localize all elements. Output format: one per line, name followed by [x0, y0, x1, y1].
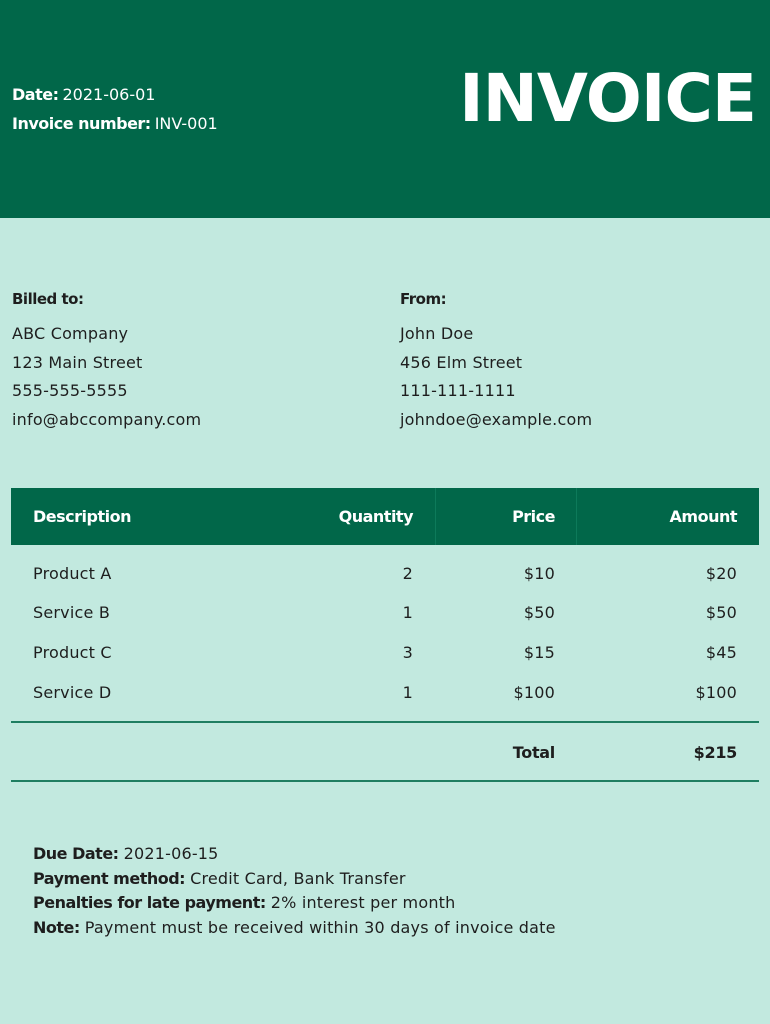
note-label: Note:	[33, 917, 80, 937]
row-description: Service B	[33, 603, 110, 622]
row-description: Service D	[33, 683, 112, 702]
date-value: 2021-06-01	[62, 85, 156, 104]
due-date-line	[33, 842, 753, 867]
payment-method-value: Credit Card, Bank Transfer	[190, 868, 406, 888]
table-row	[11, 554, 759, 594]
column-divider	[576, 488, 577, 545]
invoice-number	[12, 114, 218, 133]
table-row	[11, 633, 759, 673]
billed-to-company: ABC Company	[12, 324, 129, 343]
row-amount: $100	[695, 683, 737, 702]
row-description: Product C	[33, 643, 112, 662]
row-amount: $50	[705, 603, 737, 622]
row-description: Product A	[33, 564, 112, 583]
total-value: $215	[693, 743, 737, 762]
from-street: 456 Elm Street	[400, 352, 523, 372]
invoice-date	[12, 85, 155, 104]
late-penalty-value: 2% interest per month	[270, 893, 456, 912]
from-email: johndoe@example.com	[400, 409, 593, 429]
invoice-number-label: Invoice number:	[12, 114, 151, 133]
total-label: Total	[512, 743, 555, 762]
late-penalty-line	[33, 891, 753, 916]
column-header-quantity: Quantity	[338, 507, 413, 526]
invoice-header	[0, 0, 770, 218]
column-divider	[435, 488, 436, 545]
column-header-amount: Amount	[669, 507, 737, 526]
row-amount: $20	[705, 564, 737, 583]
billed-to-heading: Billed to:	[12, 290, 84, 308]
column-header-description: Description	[33, 507, 131, 526]
due-date-value: 2021-06-15	[123, 844, 219, 863]
billed-to-street: 123 Main Street	[12, 352, 143, 372]
row-quantity: 3	[402, 643, 413, 662]
table-divider-top	[11, 721, 759, 723]
from-block	[400, 290, 740, 434]
invoice-number-value: INV-001	[154, 114, 218, 133]
payment-terms	[33, 842, 753, 940]
billed-to-email: info@abccompany.com	[12, 409, 202, 429]
table-row	[11, 593, 759, 633]
late-penalty-label: Penalties for late payment:	[33, 893, 266, 912]
row-amount: $45	[705, 643, 737, 662]
row-price: $50	[523, 603, 555, 622]
due-date-label: Due Date:	[33, 844, 119, 863]
invoice-title: INVOICE	[459, 60, 756, 137]
row-quantity: 2	[402, 564, 413, 583]
row-price: $100	[513, 683, 555, 702]
row-quantity: 1	[402, 603, 413, 622]
items-table-header	[11, 488, 759, 545]
note-line	[33, 916, 753, 941]
note-value: Payment must be received within 30 days of invoice date	[84, 917, 556, 937]
billed-to-phone: 555-555-5555	[12, 381, 128, 400]
table-row	[11, 673, 759, 713]
row-price: $10	[523, 564, 555, 583]
row-quantity: 1	[402, 683, 413, 702]
payment-method-label: Payment method:	[33, 868, 186, 888]
from-phone: 111-111-1111	[400, 381, 516, 400]
from-name: John Doe	[400, 324, 474, 343]
billed-to-block	[12, 290, 352, 434]
row-price: $15	[523, 643, 555, 662]
table-divider-bottom	[11, 780, 759, 782]
column-header-price: Price	[512, 507, 555, 526]
payment-method-line	[33, 867, 753, 892]
from-heading: From:	[400, 290, 447, 308]
date-label: Date:	[12, 85, 59, 104]
